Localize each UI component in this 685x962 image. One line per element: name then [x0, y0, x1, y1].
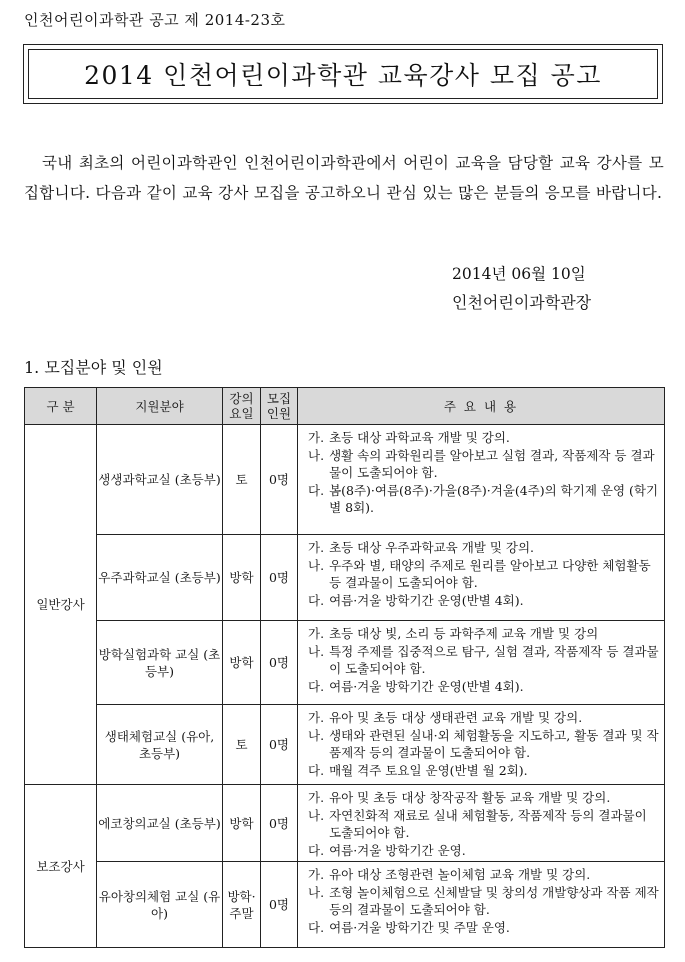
day-cell: 방학	[223, 621, 261, 705]
item-marker: 다.	[308, 919, 325, 935]
item-text: 매월 격주 토요일 운영(반별 월 2회).	[329, 762, 528, 778]
intro-paragraph: 국내 최초의 어린이과학관인 인천어린이과학관에서 어린이 교육을 담당할 교육 강사를 모집합니다. 다음과 같이 교육 강사 모집을 공고하오니 관심 있는 많은 분들의 응모를 바랍니다.	[24, 154, 664, 202]
content-item	[308, 539, 661, 557]
field-cell: 생생과학교실 (초등부)	[97, 425, 223, 535]
item-marker: 다.	[308, 482, 325, 498]
header-day: 강의 요일	[223, 388, 261, 425]
content-item	[308, 447, 661, 482]
content-item	[308, 429, 661, 447]
item-marker: 가.	[308, 540, 325, 555]
item-text: 봄(8주)·여름(8주)·가을(8주)·겨울(4주)의 학기제 운영 (학기별 8회).	[329, 482, 659, 515]
field-cell: 유아창의체험 교실 (유아)	[97, 862, 223, 948]
item-text: 초등 대상 빛, 소리 등 과학주제 교육 개발 및 강의	[329, 626, 599, 641]
item-marker: 다.	[308, 842, 325, 858]
item-marker: 나.	[308, 727, 325, 743]
item-marker: 나.	[308, 643, 325, 659]
header-category: 구 분	[25, 388, 97, 425]
content-cell	[298, 705, 665, 785]
content-item	[308, 643, 661, 678]
header-count: 모집 인원	[261, 388, 298, 425]
content-item	[308, 762, 661, 780]
table-header-row	[25, 388, 665, 425]
table-row	[25, 425, 665, 535]
day-cell: 토	[223, 705, 261, 785]
content-item	[308, 866, 661, 884]
item-marker: 나.	[308, 557, 325, 573]
title-box	[23, 44, 663, 104]
item-marker: 나.	[308, 807, 325, 823]
day-cell: 방학· 주말	[223, 862, 261, 948]
item-text: 우주와 별, 태양의 주제로 원리를 알아보고 다양한 체험활동 등 결과물이 도출되어야 함.	[329, 557, 651, 590]
section-title: 1. 모집분야 및 인원	[24, 358, 163, 377]
document-title: 2014 인천어린이과학관 교육강사 모집 공고	[28, 49, 658, 99]
organization-signature: 인천어린이과학관장	[452, 293, 592, 312]
count-cell: 0명	[261, 785, 298, 862]
field-cell: 방학실험과학 교실 (초등부)	[97, 621, 223, 705]
content-cell	[298, 862, 665, 948]
item-text: 초등 대상 우주과학교육 개발 및 강의.	[329, 540, 535, 555]
field-cell: 우주과학교실 (초등부)	[97, 535, 223, 621]
table-row	[25, 785, 665, 862]
recruitment-table-wrapper	[24, 387, 664, 945]
field-cell: 에코창의교실 (초등부)	[97, 785, 223, 862]
item-text: 조형 놀이체험으로 신체발달 및 창의성 개발향상과 작품 제작 등의 결과물이 도출되어야 함.	[329, 884, 659, 917]
item-marker: 가.	[308, 710, 325, 725]
content-item	[308, 592, 661, 610]
item-text: 자연친화적 재료로 실내 체험활동, 작품제작 등의 결과물이 도출되어야 함.	[329, 807, 647, 840]
table-row	[25, 862, 665, 948]
item-marker: 가.	[308, 790, 325, 805]
header-content: 주 요 내 용	[298, 388, 665, 425]
content-item	[308, 727, 661, 762]
item-text: 초등 대상 과학교육 개발 및 강의.	[329, 430, 510, 445]
item-text: 여름·겨울 방학기간 운영.	[329, 842, 466, 858]
field-cell: 생태체험교실 (유아, 초등부)	[97, 705, 223, 785]
content-cell	[298, 535, 665, 621]
content-item	[308, 884, 661, 919]
count-cell: 0명	[261, 425, 298, 535]
content-cell	[298, 425, 665, 535]
item-marker: 나.	[308, 447, 325, 463]
content-item	[308, 678, 661, 696]
item-marker: 가.	[308, 867, 325, 882]
content-item	[308, 919, 661, 937]
item-marker: 다.	[308, 762, 325, 778]
content-item	[308, 789, 661, 807]
day-cell: 토	[223, 425, 261, 535]
content-item	[308, 842, 661, 860]
item-text: 유아 대상 조형관련 놀이체험 교육 개발 및 강의.	[329, 867, 591, 882]
item-text: 유아 및 초등 대상 생태관련 교육 개발 및 강의.	[329, 710, 583, 725]
document-number: 인천어린이과학관 공고 제 2014-23호	[24, 11, 286, 29]
count-cell: 0명	[261, 862, 298, 948]
announcement-date: 2014년 06월 10일	[452, 265, 586, 283]
content-cell	[298, 621, 665, 705]
category-cell: 보조강사	[25, 785, 97, 948]
item-marker: 나.	[308, 884, 325, 900]
item-marker: 가.	[308, 626, 325, 641]
day-cell: 방학	[223, 785, 261, 862]
category-cell: 일반강사	[25, 425, 97, 785]
count-cell: 0명	[261, 535, 298, 621]
item-marker: 가.	[308, 430, 325, 445]
content-cell	[298, 785, 665, 862]
item-text: 여름·겨울 방학기간 운영(반별 4회).	[329, 592, 524, 608]
content-item	[308, 625, 661, 643]
count-cell: 0명	[261, 705, 298, 785]
item-text: 생활 속의 과학원리를 알아보고 실험 결과, 작품제작 등 결과물이 도출되어야 함.	[329, 447, 655, 480]
content-item	[308, 482, 661, 517]
item-marker: 다.	[308, 678, 325, 694]
item-text: 유아 및 초등 대상 창작공작 활동 교육 개발 및 강의.	[329, 790, 611, 805]
table-row	[25, 535, 665, 621]
table-row	[25, 621, 665, 705]
item-text: 여름·겨울 방학기간 운영(반별 4회).	[329, 678, 524, 694]
day-cell: 방학	[223, 535, 261, 621]
table-row	[25, 705, 665, 785]
header-field: 지원분야	[97, 388, 223, 425]
content-item	[308, 557, 661, 592]
content-item	[308, 807, 661, 842]
item-text: 특정 주제를 집중적으로 탐구, 실험 결과, 작품제작 등 결과물이 도출되어야 함.	[329, 643, 659, 676]
recruitment-table	[24, 387, 665, 948]
content-item	[308, 709, 661, 727]
item-text: 여름·겨울 방학기간 및 주말 운영.	[329, 919, 510, 935]
item-marker: 다.	[308, 592, 325, 608]
item-text: 생태와 관련된 실내·외 체험활동을 지도하고, 활동 결과 및 작품제작 등의 결과물이 도출되어야 함.	[329, 727, 659, 760]
count-cell: 0명	[261, 621, 298, 705]
